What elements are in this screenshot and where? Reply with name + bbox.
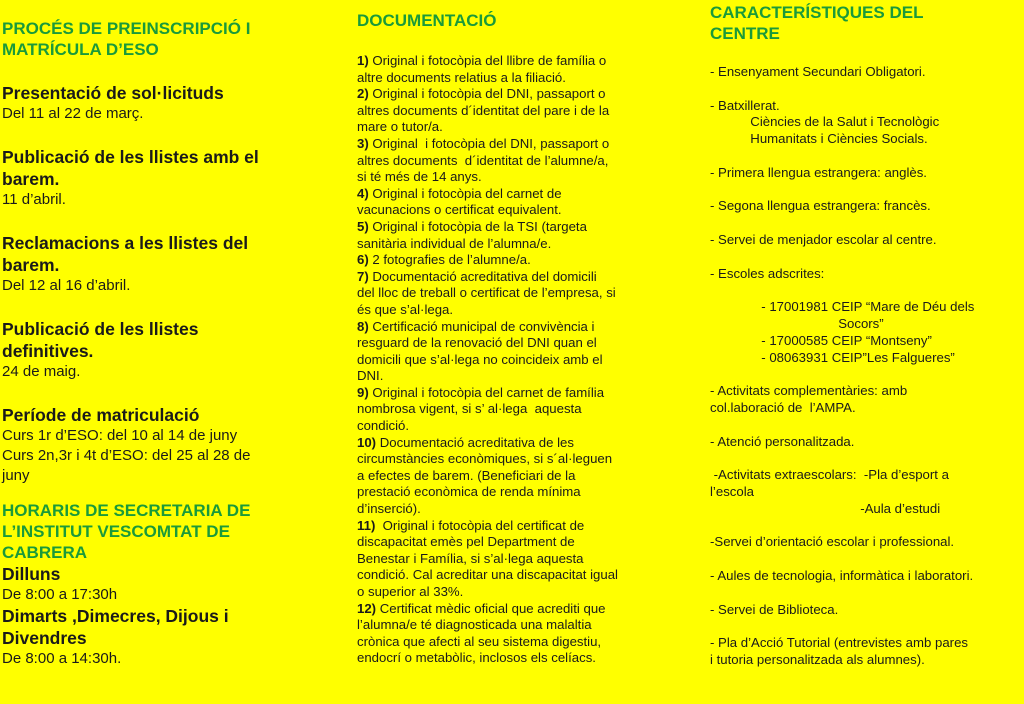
document-item: 4) Original i fotocòpia del carnet de vacunacions o certificat equivalent. [357, 185, 562, 218]
document-item: 10) Documentació acreditativa de les circumstàncies econòmiques, si s´al·leguen a efectes de barem. (Beneficiari de la prestació econòmica de renda mínima d’inserció). [357, 434, 613, 517]
document-item: 12) Certificat mèdic oficial que acrediti que l’alumna/e té diagnosticada una malaltia crònica que afecti al seu sistema digestiu, endocrí o metabòlic, inclosos els celíacs. [357, 600, 606, 666]
documentacio-list [357, 53, 677, 667]
document-item-number: 2) [357, 86, 369, 102]
feature-item: - Aules de tecnologia, informàtica i laboratori. [710, 567, 974, 583]
feature-item: - Primera llengua estrangera: anglès. [710, 164, 927, 180]
feature-item: - Escoles adscrites: [710, 265, 825, 281]
hours-rest: De 8:00 a 14:30h. [2, 650, 122, 667]
caracteristiques-column [710, 2, 1024, 685]
feature-item: - Ensenyament Secundari Obligatori. [710, 64, 926, 79]
document-item: 1) Original i fotocòpia del llibre de família o altre documents relatius a la filiació. [357, 53, 607, 85]
documentacio-title: DOCUMENTACIÓ [357, 11, 497, 30]
document-item: 5) Original i fotocòpia de la TSI (targeta sanitària individual de l’alumna/e. [357, 218, 587, 251]
feature-item: - Servei de Biblioteca. [710, 601, 839, 617]
document-item-number: 1) [357, 53, 369, 68]
feature-item: - 17001981 CEIP “Mare de Déu dels Socors” - 17000585 CEIP “Montseny” - 08063931 CEIP”Les Falgueres” [710, 299, 975, 365]
document-item-number: 9) [357, 384, 369, 400]
section-publicacio-barem: Publicació de les llistes amb el barem. 11 d’abril. [2, 147, 259, 208]
document-item: 9) Original i fotocòpia del carnet de família nombrosa vigent, si s’ al·lega aquesta condició. [357, 384, 605, 434]
feature-item: - Activitats complementàries: amb col.laboració de l’AMPA. [710, 383, 908, 415]
section-matriculacio: Període de matriculació Curs 1r d’ESO: del 10 al 14 de juny Curs 2n,3r i 4t d’ESO: del 25 al 28 de juny [2, 405, 251, 484]
document-item-number: 7) [357, 268, 369, 284]
document-item-number: 11) [357, 517, 376, 533]
document-item: 8) Certificació municipal de convivència i resguard de la renovació del DNI quan el domicili que s’al·lega no coincideix amb el DNI. [357, 318, 603, 384]
caracteristiques-title: CARACTERÍSTIQUES DEL CENTRE [710, 3, 924, 43]
day-rest: Dimarts ,Dimecres, Dijous i Divendres [2, 606, 229, 648]
document-item: 11) Original i fotocòpia del certificat de discapacitat emès pel Department de Benestar i Família, si s’al·lega aquesta condició. Cal acreditar una discapacitat igual o superior al 33%. [357, 517, 618, 599]
documentacio-column [357, 10, 677, 667]
feature-item: - Batxillerat. Ciències de la Salut i Tecnològic Humanitats i Ciències Socials. [710, 97, 940, 147]
section-publicacio-definitives: Publicació de les llistes definitives. 24 de maig. [2, 319, 199, 380]
process-column [2, 18, 332, 669]
feature-item: - Atenció personalitzada. [710, 433, 855, 449]
feature-item: - Servei de menjador escolar al centre. [710, 231, 937, 247]
document-item-number: 5) [357, 218, 369, 234]
document-item: 3) Original i fotocòpia del DNI, passaport o altres documents d´identitat de l’alumne/a, si té més de 14 anys. [357, 135, 610, 185]
secretaria-title: HORARIS DE SECRETARIA DE L’INSTITUT VESCOMTAT DE CABRERA [2, 501, 251, 562]
hours-dilluns: De 8:00 a 17:30h [2, 586, 118, 603]
feature-item: - Pla d’Acció Tutorial (entrevistes amb pares i tutoria personalitzada als alumnes). [710, 635, 968, 667]
document-item-number: 4) [357, 185, 369, 201]
document-item: 6) 2 fotografies de l’alumne/a. [357, 252, 531, 268]
document-item-number: 3) [357, 135, 369, 151]
feature-item: -Servei d’orientació escolar i professional. [710, 534, 955, 550]
document-item-number: 6) [357, 252, 369, 268]
section-presentacio: Presentació de sol·licituds Del 11 al 22 de març. [2, 83, 224, 122]
feature-item: -Activitats extraescolars: -Pla d’esport a l’escola -Aula d’estudi [710, 467, 949, 516]
process-title: PROCÉS DE PREINSCRIPCIÓ I MATRÍCULA D’ESO [2, 19, 251, 59]
feature-item: - Segona llengua estrangera: francès. [710, 198, 931, 214]
caracteristiques-list [710, 64, 1024, 669]
document-item-number: 12) [357, 600, 377, 616]
section-reclamacions: Reclamacions a les llistes del barem. Del 12 al 16 d’abril. [2, 233, 249, 294]
document-item: 2) Original i fotocòpia del DNI, passaport o altres documents d´identitat del pare i de la mare o tutor/a. [357, 86, 610, 135]
document-item-number: 10) [357, 434, 377, 450]
day-dilluns: Dilluns [2, 564, 61, 584]
document-item: 7) Documentació acreditativa del domicili del lloc de treball o certificat de l’empresa, si és que s’al·lega. [357, 268, 616, 317]
document-item-number: 8) [357, 318, 369, 334]
